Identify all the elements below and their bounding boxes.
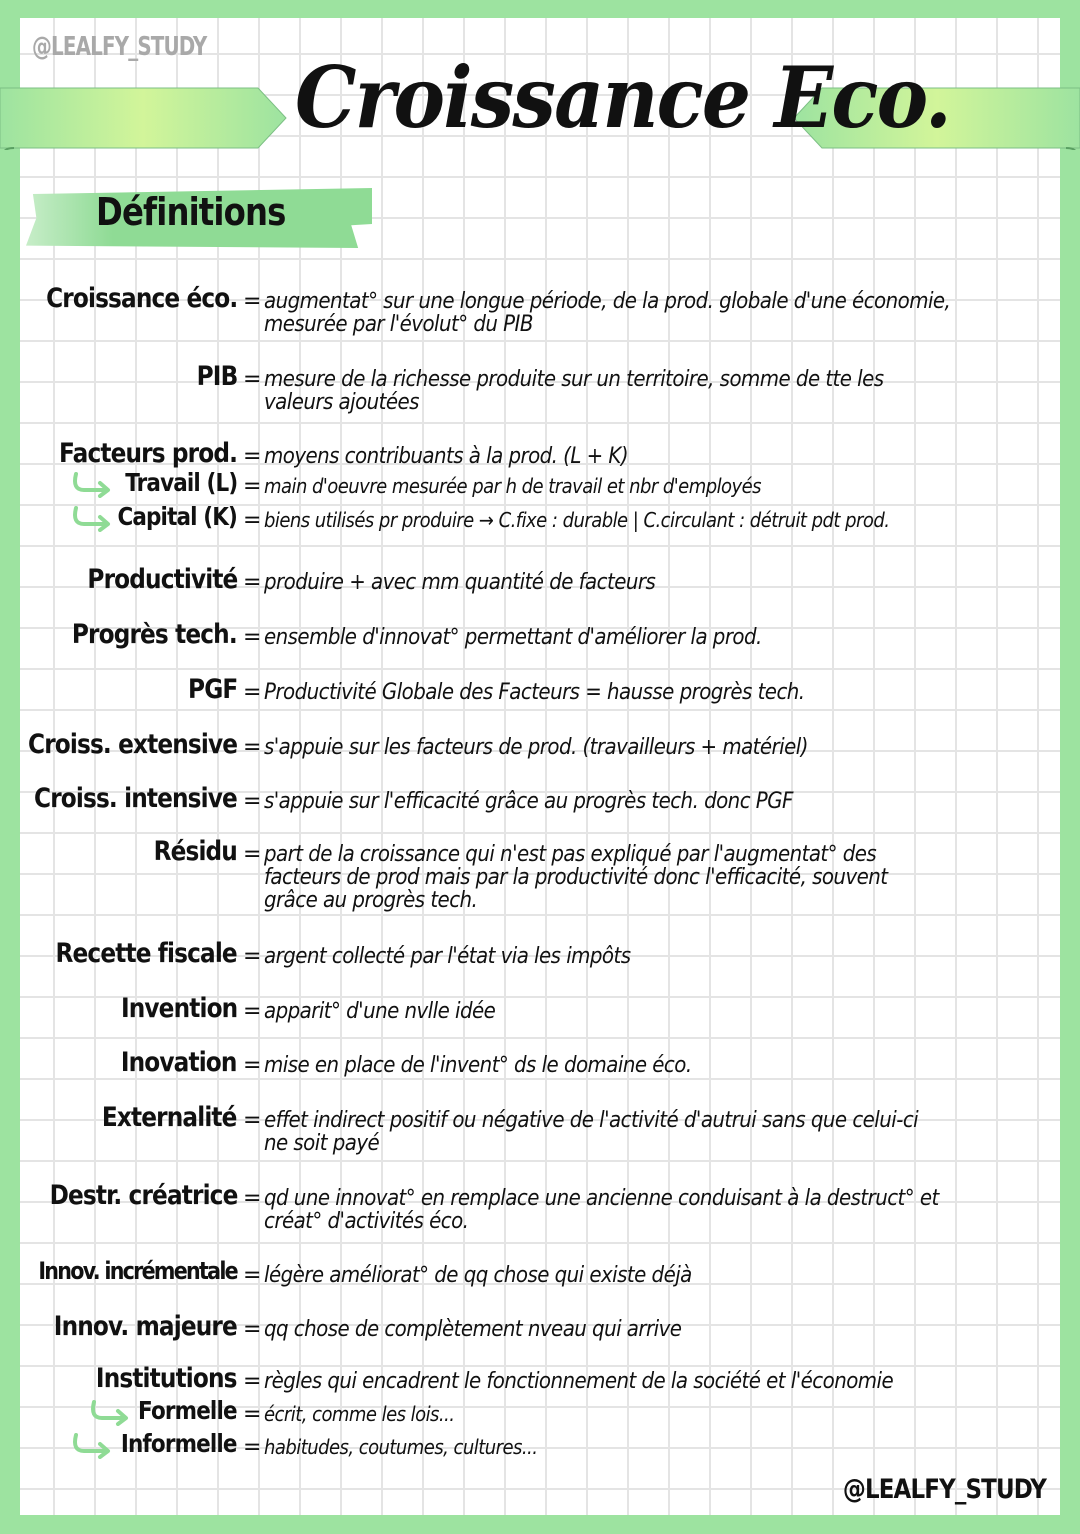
definition-term: Formelle <box>138 1396 237 1425</box>
definition-term: Productivité <box>86 564 237 595</box>
equals-sign: = <box>243 1402 262 1427</box>
equals-sign: = <box>243 842 262 867</box>
equals-sign: = <box>243 680 262 705</box>
definition-text: argent collecté par l'état via les impôts <box>264 944 631 969</box>
definition-term: Innov. incrémentale <box>38 1257 237 1285</box>
definition-text: habitudes, coutumes, cultures... <box>264 1435 538 1459</box>
definition-term: Facteurs prod. <box>58 438 237 469</box>
page-title: Croissance Eco. <box>295 48 950 147</box>
definition-term: Croissance éco. <box>45 283 237 314</box>
equals-sign: = <box>243 789 262 814</box>
definition-text: mise en place de l'invent° ds le domaine éco. <box>264 1053 692 1078</box>
equals-sign: = <box>243 1108 262 1133</box>
curved-arrow-icon <box>70 472 114 498</box>
definition-term: Croiss. intensive <box>34 783 237 814</box>
definition-text: main d'oeuvre mesurée par h de travail et nbr d'employés <box>264 474 762 498</box>
definition-text: Productivité Globale des Facteurs = hausse progrès tech. <box>264 680 805 705</box>
definition-term: Externalité <box>102 1102 237 1133</box>
watermark-top: @LEALFY_STUDY <box>32 32 207 62</box>
definition-term: Invention <box>120 993 237 1024</box>
equals-sign: = <box>243 944 262 969</box>
equals-sign: = <box>243 474 262 499</box>
watermark-bottom: @LEALFY_STUDY <box>842 1474 1046 1505</box>
definition-term: Progrès tech. <box>72 619 237 650</box>
definition-term: Innov. majeure <box>53 1311 237 1342</box>
equals-sign: = <box>243 625 262 650</box>
definition-term: Recette fiscale <box>55 938 237 969</box>
definition-text: légère améliorat° de qq chose qui existe déjà <box>264 1263 692 1288</box>
equals-sign: = <box>243 367 262 392</box>
definition-term: Travail (L) <box>124 468 237 497</box>
definition-term: Informelle <box>121 1429 237 1458</box>
definition-term: Institutions <box>96 1363 237 1394</box>
equals-sign: = <box>243 289 262 314</box>
definition-text: s'appuie sur l'efficacité grâce au progrès tech. donc PGF <box>264 789 793 814</box>
section-heading: Définitions <box>96 190 286 234</box>
ribbon-left <box>0 86 290 150</box>
equals-sign: = <box>243 444 262 469</box>
equals-sign: = <box>243 1263 262 1288</box>
definition-text: produire + avec mm quantité de facteurs <box>264 570 656 595</box>
definition-text: apparit° d'une nvlle idée <box>264 999 496 1024</box>
equals-sign: = <box>243 1369 262 1394</box>
curved-arrow-icon <box>70 1433 114 1459</box>
equals-sign: = <box>243 1317 262 1342</box>
definition-text: part de la croissance qui n'est pas expliqué par l'augmentat° des facteurs de prod mais par la productivité donc l'efficacité, souvent grâce au progrès tech. <box>264 842 888 913</box>
definition-text: ensemble d'innovat° permettant d'améliorer la prod. <box>264 625 762 650</box>
equals-sign: = <box>243 999 262 1024</box>
equals-sign: = <box>243 1186 262 1211</box>
definition-text: règles qui encadrent le fonctionnement de la société et l'économie <box>264 1369 894 1394</box>
curved-arrow-icon <box>70 506 114 532</box>
definition-term: Destr. créatrice <box>49 1180 237 1211</box>
definition-text: effet indirect positif ou négative de l'activité d'autrui sans que celui-ci ne soit payé <box>264 1108 919 1156</box>
definition-term: PIB <box>196 361 237 392</box>
equals-sign: = <box>243 1435 262 1460</box>
equals-sign: = <box>243 508 262 533</box>
definition-term: Résidu <box>153 836 237 867</box>
definition-text: moyens contribuants à la prod. (L + K) <box>264 444 629 469</box>
definition-text: qq chose de complètement nveau qui arrive <box>264 1317 682 1342</box>
equals-sign: = <box>243 570 262 595</box>
equals-sign: = <box>243 1053 262 1078</box>
definition-text: mesure de la richesse produite sur un territoire, somme de tte les valeurs ajoutées <box>264 367 884 415</box>
definition-text: qd une innovat° en remplace une ancienne conduisant à la destruct° et créat° d'activités éco. <box>264 1186 939 1234</box>
equals-sign: = <box>243 735 262 760</box>
definition-term: Croiss. extensive <box>27 729 237 760</box>
curved-arrow-icon <box>88 1400 132 1426</box>
definition-text: biens utilisés pr produire → C.fixe : durable | C.circulant : détruit pdt prod. <box>264 508 890 532</box>
definition-term: Inovation <box>121 1047 237 1078</box>
definition-text: s'appuie sur les facteurs de prod. (travailleurs + matériel) <box>264 735 808 760</box>
definition-text: augmentat° sur une longue période, de la prod. globale d'une économie, mesurée par l'évolut° du PIB <box>264 289 951 337</box>
definition-term: Capital (K) <box>117 502 237 531</box>
definition-text: écrit, comme les lois... <box>264 1402 455 1426</box>
definition-term: PGF <box>187 674 237 705</box>
